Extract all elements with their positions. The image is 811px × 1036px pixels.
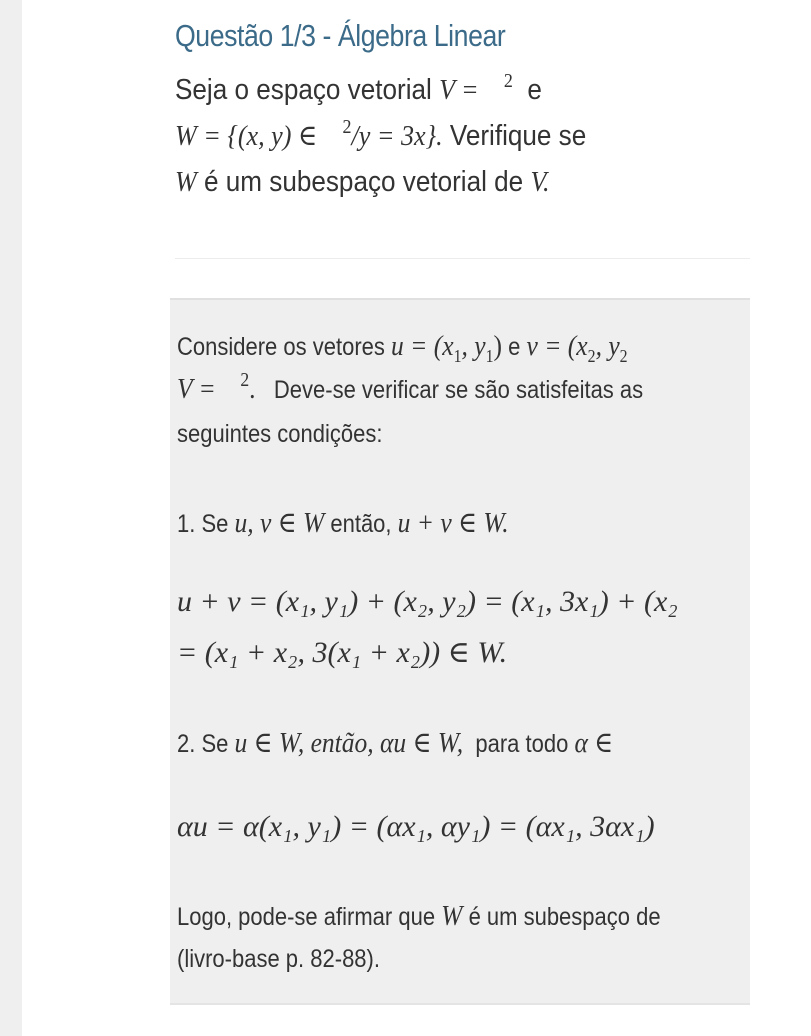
answer-feedback-box (170, 298, 750, 1005)
answer-text: (livro-base p. 82-88). (177, 945, 380, 973)
answer-text: então, (330, 510, 392, 538)
math-expression: v = (x (526, 330, 588, 362)
math-expression: , y (461, 330, 486, 362)
math-expression: W (441, 900, 463, 932)
answer-text: 1. Se (177, 510, 229, 538)
question-text: é um subespaço vetorial de (204, 166, 524, 198)
answer-text: Deve-se verificar se são satisfeitas as (273, 376, 644, 404)
math-expression: W (175, 166, 197, 198)
superscript: 2 (503, 70, 513, 92)
answer-text: é um subespaço de (468, 903, 661, 931)
answer-line-2 (177, 369, 644, 406)
answer-text: 2. Se (177, 730, 229, 758)
equation-line-1: u + v = (x₁, y₁) + (x₂, y₂) = (x₁, 3x₁) + (x₂ (177, 585, 678, 618)
equation-line-2: = (x₁ + x₂, 3(x₁ + x₂)) ∈ W. (177, 636, 508, 669)
question-line-2 (175, 113, 733, 159)
math-expression: u + v ∈ W. (397, 507, 509, 539)
conclusion-line-2 (177, 945, 380, 974)
equation-line-3: αu = α(x₁, y₁) = (αx₁, αy₁) = (αx₁, 3αx₁) (177, 810, 655, 843)
left-margin-strip (0, 0, 22, 1036)
subscript: 2 (619, 346, 628, 366)
question-line-3 (175, 159, 733, 205)
answer-line-1 (177, 330, 628, 366)
question-text: Verifique se (449, 120, 587, 152)
section-divider (175, 258, 750, 259)
question-page (175, 0, 750, 1036)
question-title: Questão 1/3 - Álgebra Linear (175, 18, 506, 53)
answer-text: e (508, 333, 521, 361)
condition-2 (177, 725, 613, 760)
math-expression: u = (x (391, 330, 454, 362)
answer-text: seguintes condições: (177, 420, 383, 448)
math-expression: , y (595, 330, 620, 362)
math-expression: u, v ∈ W (234, 507, 325, 539)
math-expression: /y = 3x}. (351, 120, 443, 152)
condition-1 (177, 505, 509, 540)
math-expression: V. (530, 166, 550, 198)
question-statement (175, 67, 795, 205)
answer-text: Logo, pode-se afirmar que (177, 903, 436, 931)
question-line-1 (175, 67, 733, 113)
math-expression: W = {(x, y) ∈ (175, 120, 318, 152)
math-expression: V = (439, 74, 479, 106)
answer-text: para todo (475, 730, 569, 758)
conclusion-line-1 (177, 900, 661, 933)
answer-text: Considere os vetores (177, 333, 385, 361)
math-expression: u ∈ W, então, αu ∈ W, (234, 727, 464, 759)
math-expression: α ∈ (574, 727, 614, 759)
superscript: 2 (240, 369, 250, 391)
question-text: e (527, 74, 542, 106)
subscript: 1 (453, 346, 462, 366)
math-expression: . (249, 373, 256, 405)
math-expression: V = (177, 373, 216, 405)
subscript: 2 (587, 346, 596, 366)
superscript: 2 (342, 116, 352, 138)
math-expression: ) (493, 330, 503, 362)
question-text: Seja o espaço vetorial (175, 74, 432, 106)
answer-line-3 (177, 420, 382, 449)
subscript: 1 (485, 346, 494, 366)
